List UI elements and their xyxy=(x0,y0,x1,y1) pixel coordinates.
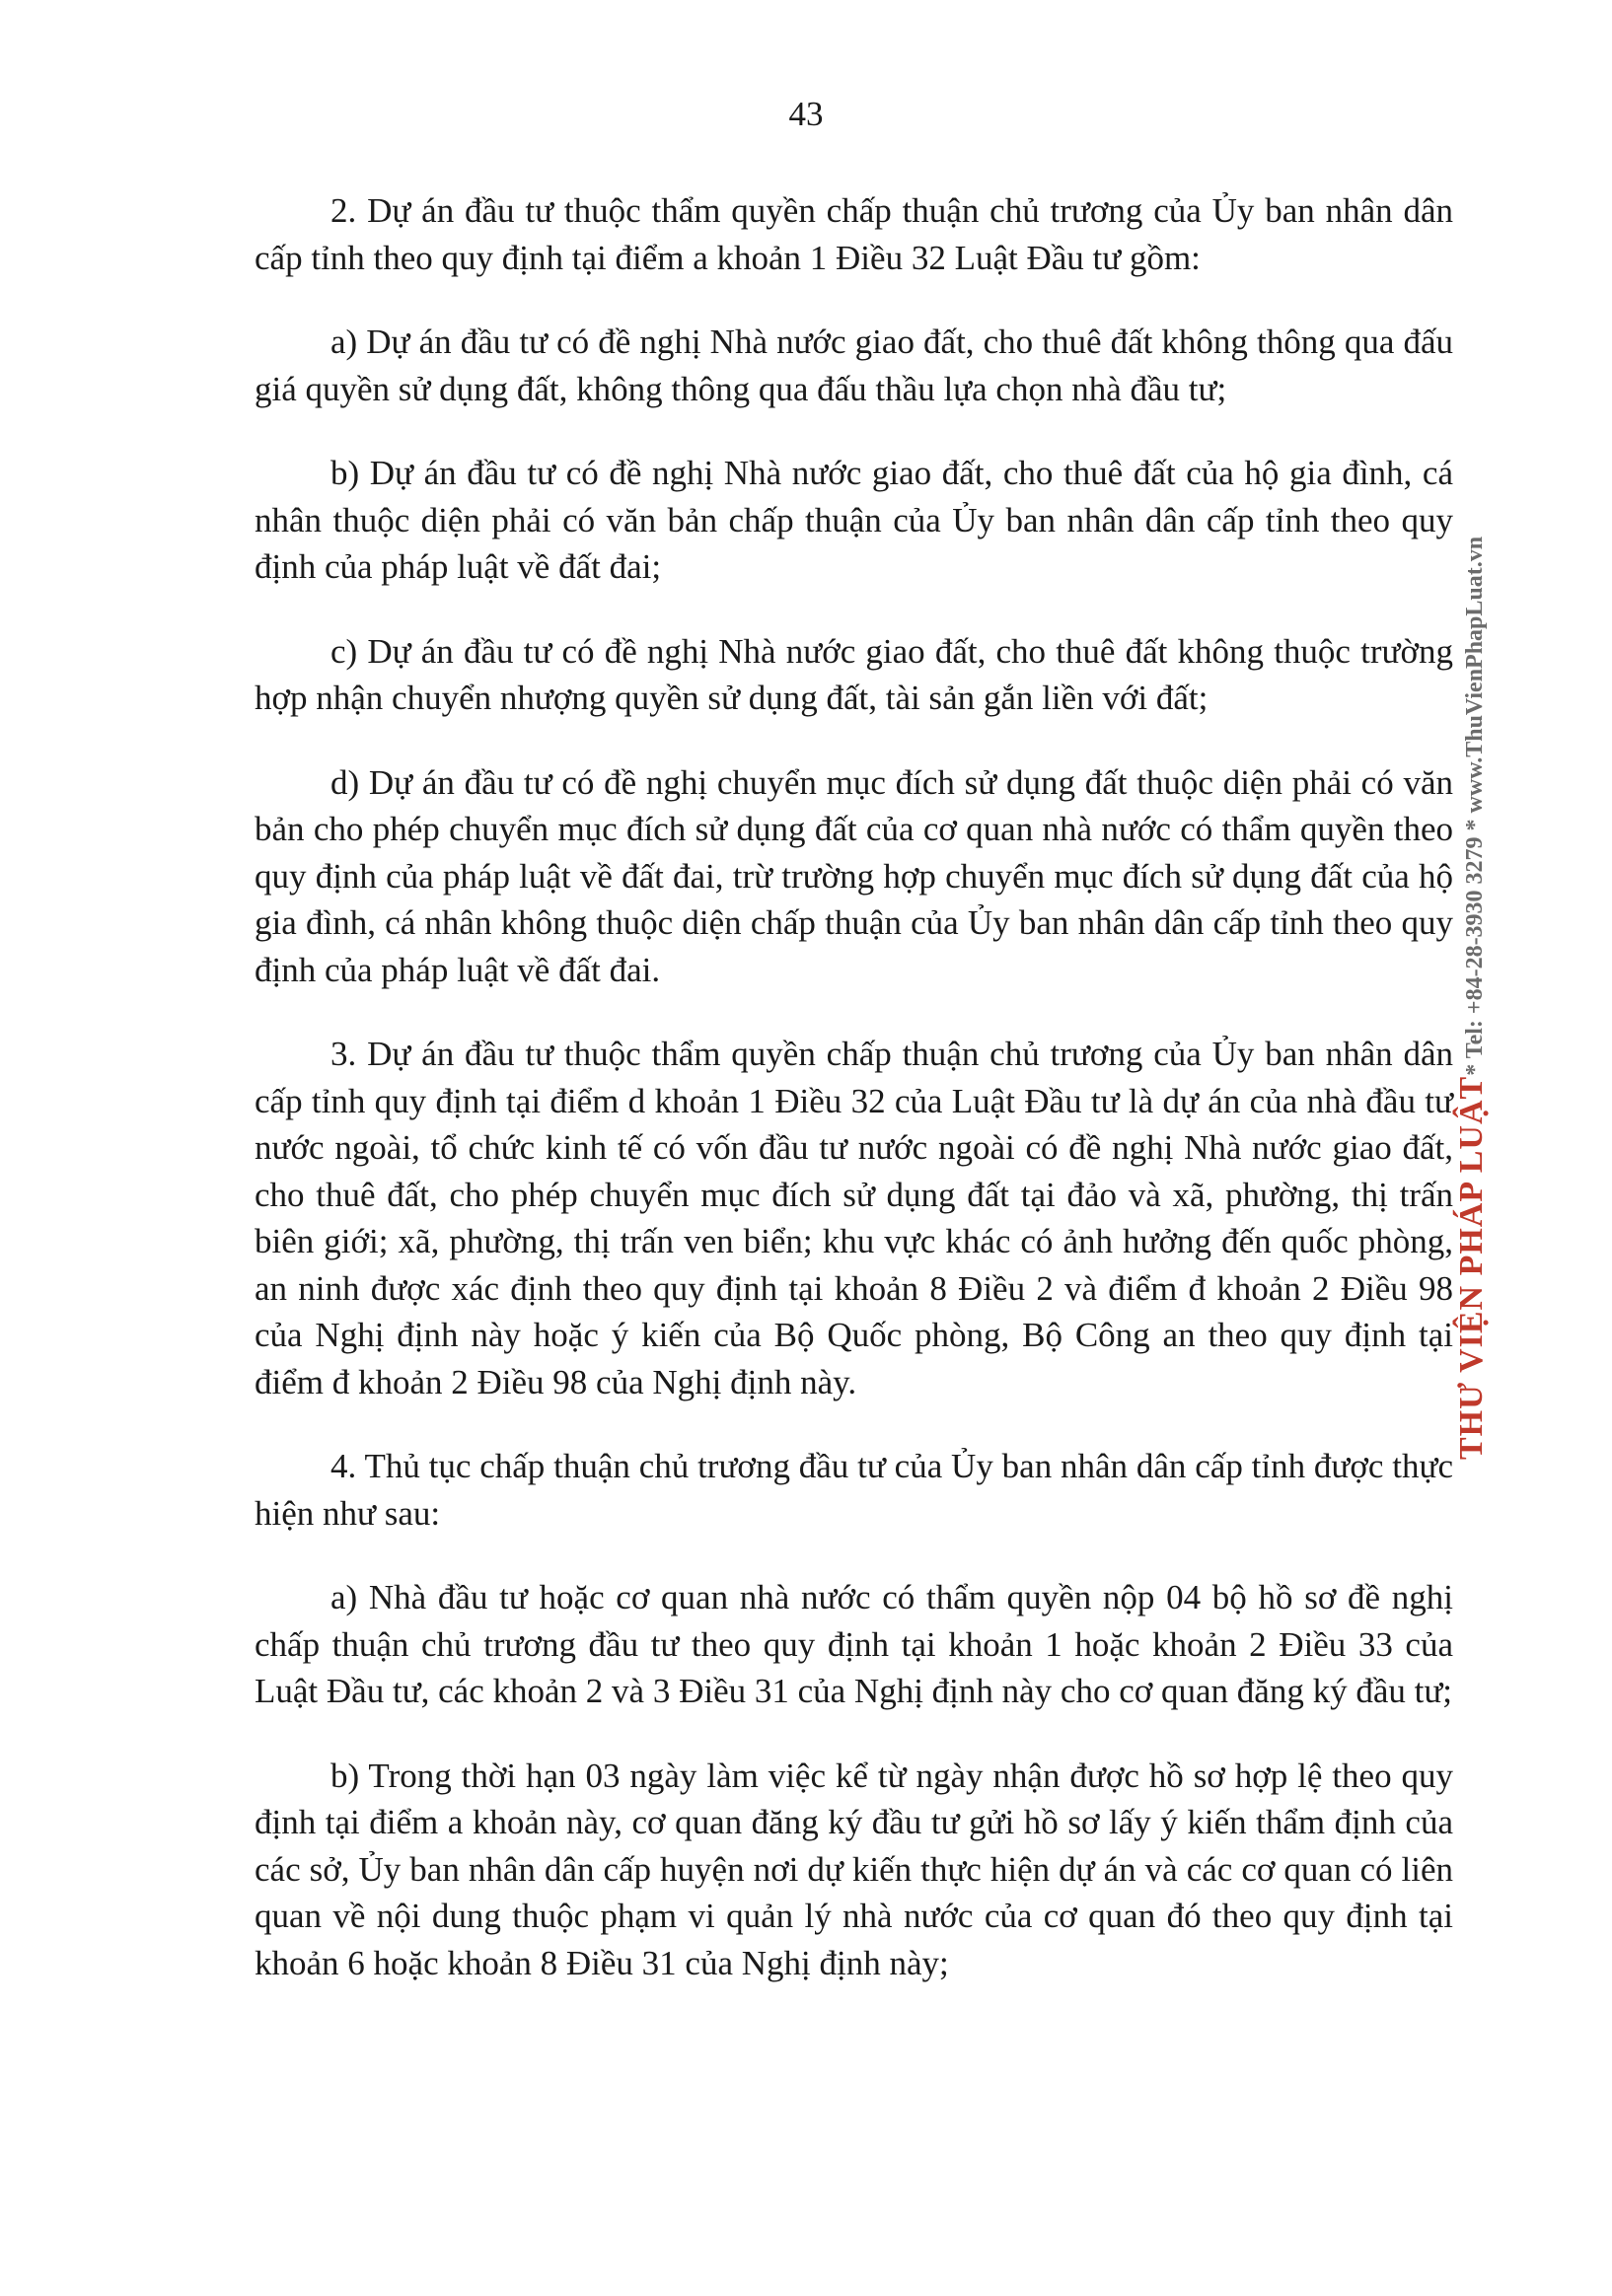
paragraph-clause-4: 4. Thủ tục chấp thuận chủ trương đầu tư của Ủy ban nhân dân cấp tỉnh được thực hiện như sau: xyxy=(255,1447,1453,1533)
paragraph-clause-2: 2. Dự án đầu tư thuộc thẩm quyền chấp thuận chủ trương của Ủy ban nhân dân cấp tỉnh theo quy định tại điểm a khoản 1 Điều 32 Luật Đầu tư gồm: xyxy=(255,191,1453,277)
paragraph-clause-2c: c) Dự án đầu tư có đề nghị Nhà nước giao đất, cho thuê đất không thuộc trường hợp nhận chuyển nhượng quyền sử dụng đất, tài sản gắn liền với đất; xyxy=(255,631,1453,717)
page-number: 43 xyxy=(788,95,824,133)
paragraph-clause-2d: d) Dự án đầu tư có đề nghị chuyển mục đích sử dụng đất thuộc diện phải có văn bản cho phép chuyển mục đích sử dụng đất của cơ quan nhà nước có thẩm quyền theo quy định của pháp luật về đất đai, trừ trường hợp chuyển mục đích sử dụng đất của hộ gia đình, cá nhân không thuộc diện chấp thuận của Ủy ban nhân dân cấp tỉnh theo quy định của pháp luật về đất đai. xyxy=(255,762,1453,989)
paragraph-clause-3: 3. Dự án đầu tư thuộc thẩm quyền chấp thuận chủ trương của Ủy ban nhân dân cấp tỉnh quy định tại điểm d khoản 1 Điều 32 của Luật Đầu tư là dự án của nhà đầu tư nước ngoài, tổ chức kinh tế có vốn đầu tư nước ngoài có đề nghị Nhà nước giao đất, cho thuê đất, cho phép chuyển mục đích sử dụng đất tại đảo và xã, phường, thị trấn biên giới; xã, phường, thị trấn ven biển; khu vực khác có ảnh hưởng đến quốc phòng, an ninh được xác định theo quy định tại khoản 8 Điều 2 và điểm đ khoản 2 Điều 98 của Nghị định này hoặc ý kiến của Bộ Quốc phòng, Bộ Công an theo quy định tại điểm đ khoản 2 Điều 98 của Nghị định này. xyxy=(255,1035,1453,1401)
watermark-brand: THƯ VIỆN PHÁP LUẬT xyxy=(1453,1075,1490,1460)
paragraph-clause-2b: b) Dự án đầu tư có đề nghị Nhà nước giao đất, cho thuê đất của hộ gia đình, cá nhân thuộc diện phải có văn bản chấp thuận của Ủy ban nhân dân cấp tỉnh theo quy định của pháp luật về đất đai; xyxy=(255,454,1453,586)
paragraph-clause-4a: a) Nhà đầu tư hoặc cơ quan nhà nước có thẩm quyền nộp 04 bộ hồ sơ đề nghị chấp thuận chủ trương đầu tư theo quy định tại khoản 1 hoặc khoản 2 Điều 33 của Luật Đầu tư, các khoản 2 và 3 Điều 31 của Nghị định này cho cơ quan đăng ký đầu tư; xyxy=(255,1578,1453,1710)
paragraph-clause-4b: b) Trong thời hạn 03 ngày làm việc kể từ ngày nhận được hồ sơ hợp lệ theo quy định tại điểm a khoản này, cơ quan đăng ký đầu tư gửi hồ sơ lấy ý kiến thẩm định của các sở, Ủy ban nhân dân cấp huyện nơi dự kiến thực hiện dự án và các cơ quan có liên quan về nội dung thuộc phạm vi quản lý nhà nước của cơ quan đó theo quy định tại khoản 6 hoặc khoản 8 Điều 31 của Nghị định này; xyxy=(255,1756,1453,1982)
paragraph-clause-2a: a) Dự án đầu tư có đề nghị Nhà nước giao đất, cho thuê đất không thông qua đấu giá quyền sử dụng đất, không thông qua đấu thầu lựa chọn nhà đầu tư; xyxy=(255,323,1453,408)
watermark-contact: * Tel: +84-28-3930 3279 * www.ThuVienPhapLuat.vn xyxy=(1462,536,1488,1076)
document-body xyxy=(255,187,1453,2024)
